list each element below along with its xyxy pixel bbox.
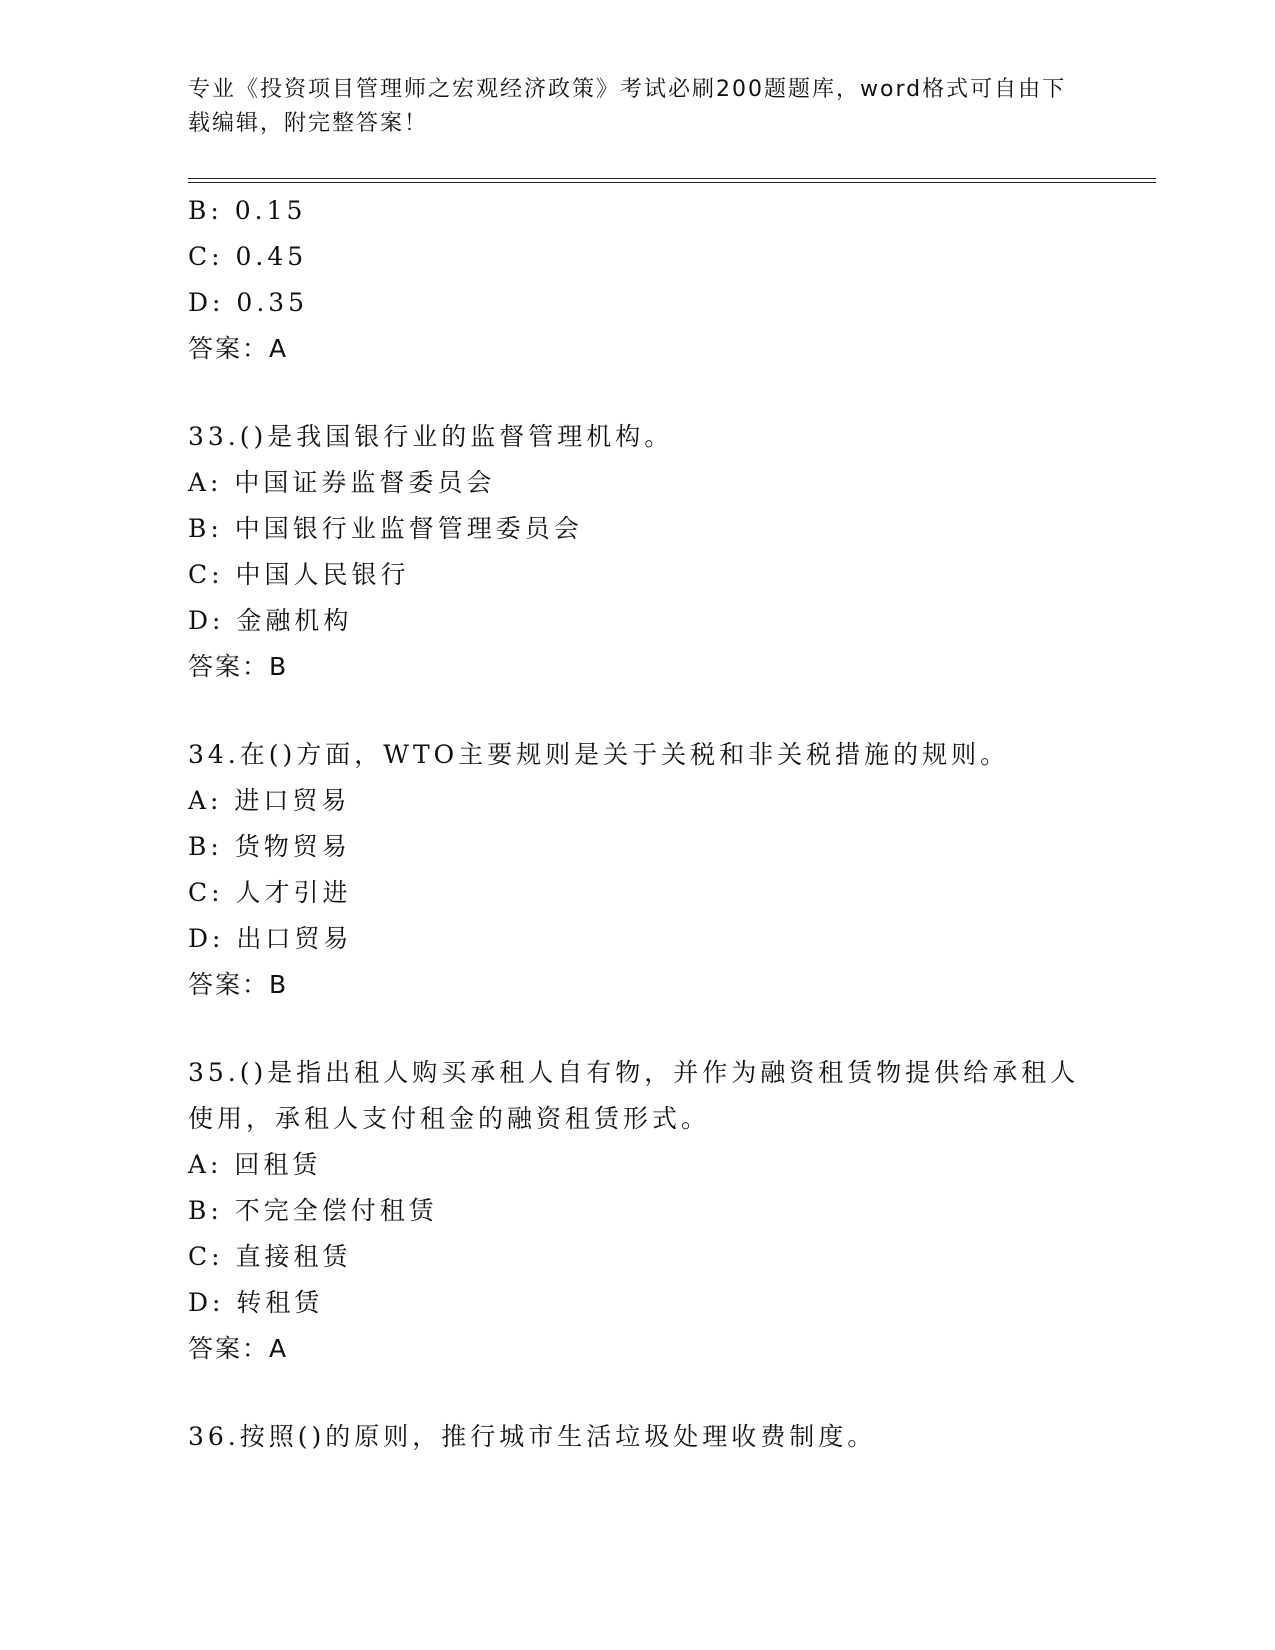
option-b: B: 货物贸易 <box>188 832 351 861</box>
question-32-continued <box>188 188 1088 372</box>
option-d: D: 金融机构 <box>188 606 353 635</box>
option-c: C: 0.45 <box>188 242 308 271</box>
option-b: B: 不完全偿付租赁 <box>188 1196 438 1225</box>
option-c: C: 人才引进 <box>188 878 352 907</box>
option-c: C: 中国人民银行 <box>188 560 410 589</box>
option-a: A: 进口贸易 <box>188 786 351 815</box>
question-33 <box>188 414 1088 690</box>
question-stem: 33.()是我国银行业的监督管理机构。 <box>188 422 674 451</box>
option-d: D: 出口贸易 <box>188 924 353 953</box>
answer-line: 答案：B <box>188 970 289 999</box>
option-d: D: 转租赁 <box>188 1288 324 1317</box>
question-stem-line-1: 35.()是指出租人购买承租人自有物，并作为融资租赁物提供给承租人 <box>188 1058 1080 1087</box>
answer-line: 答案：A <box>188 1334 289 1363</box>
option-a: A: 中国证券监督委员会 <box>188 468 496 497</box>
question-34 <box>188 732 1088 1008</box>
option-c: C: 直接租赁 <box>188 1242 352 1271</box>
question-35 <box>188 1050 1088 1372</box>
answer-line: 答案：B <box>188 652 289 681</box>
option-d: D: 0.35 <box>188 288 309 317</box>
document-body <box>188 188 1088 1460</box>
header-divider <box>188 178 1156 183</box>
question-36 <box>188 1414 1088 1460</box>
option-b: B: 中国银行业监督管理委员会 <box>188 514 583 543</box>
question-stem: 34.在()方面，WTO主要规则是关于关税和非关税措施的规则。 <box>188 740 1010 769</box>
option-b: B: 0.15 <box>188 196 307 225</box>
question-stem-line-2: 使用，承租人支付租金的融资租赁形式。 <box>188 1104 711 1133</box>
answer-line: 答案：A <box>188 334 289 363</box>
option-a: A: 回租赁 <box>188 1150 322 1179</box>
question-stem: 36.按照()的原则，推行城市生活垃圾处理收费制度。 <box>188 1422 877 1451</box>
document-header: 专业《投资项目管理师之宏观经济政策》考试必刷200题题库，word格式可自由下载编辑，附完整答案！ <box>188 77 1067 136</box>
